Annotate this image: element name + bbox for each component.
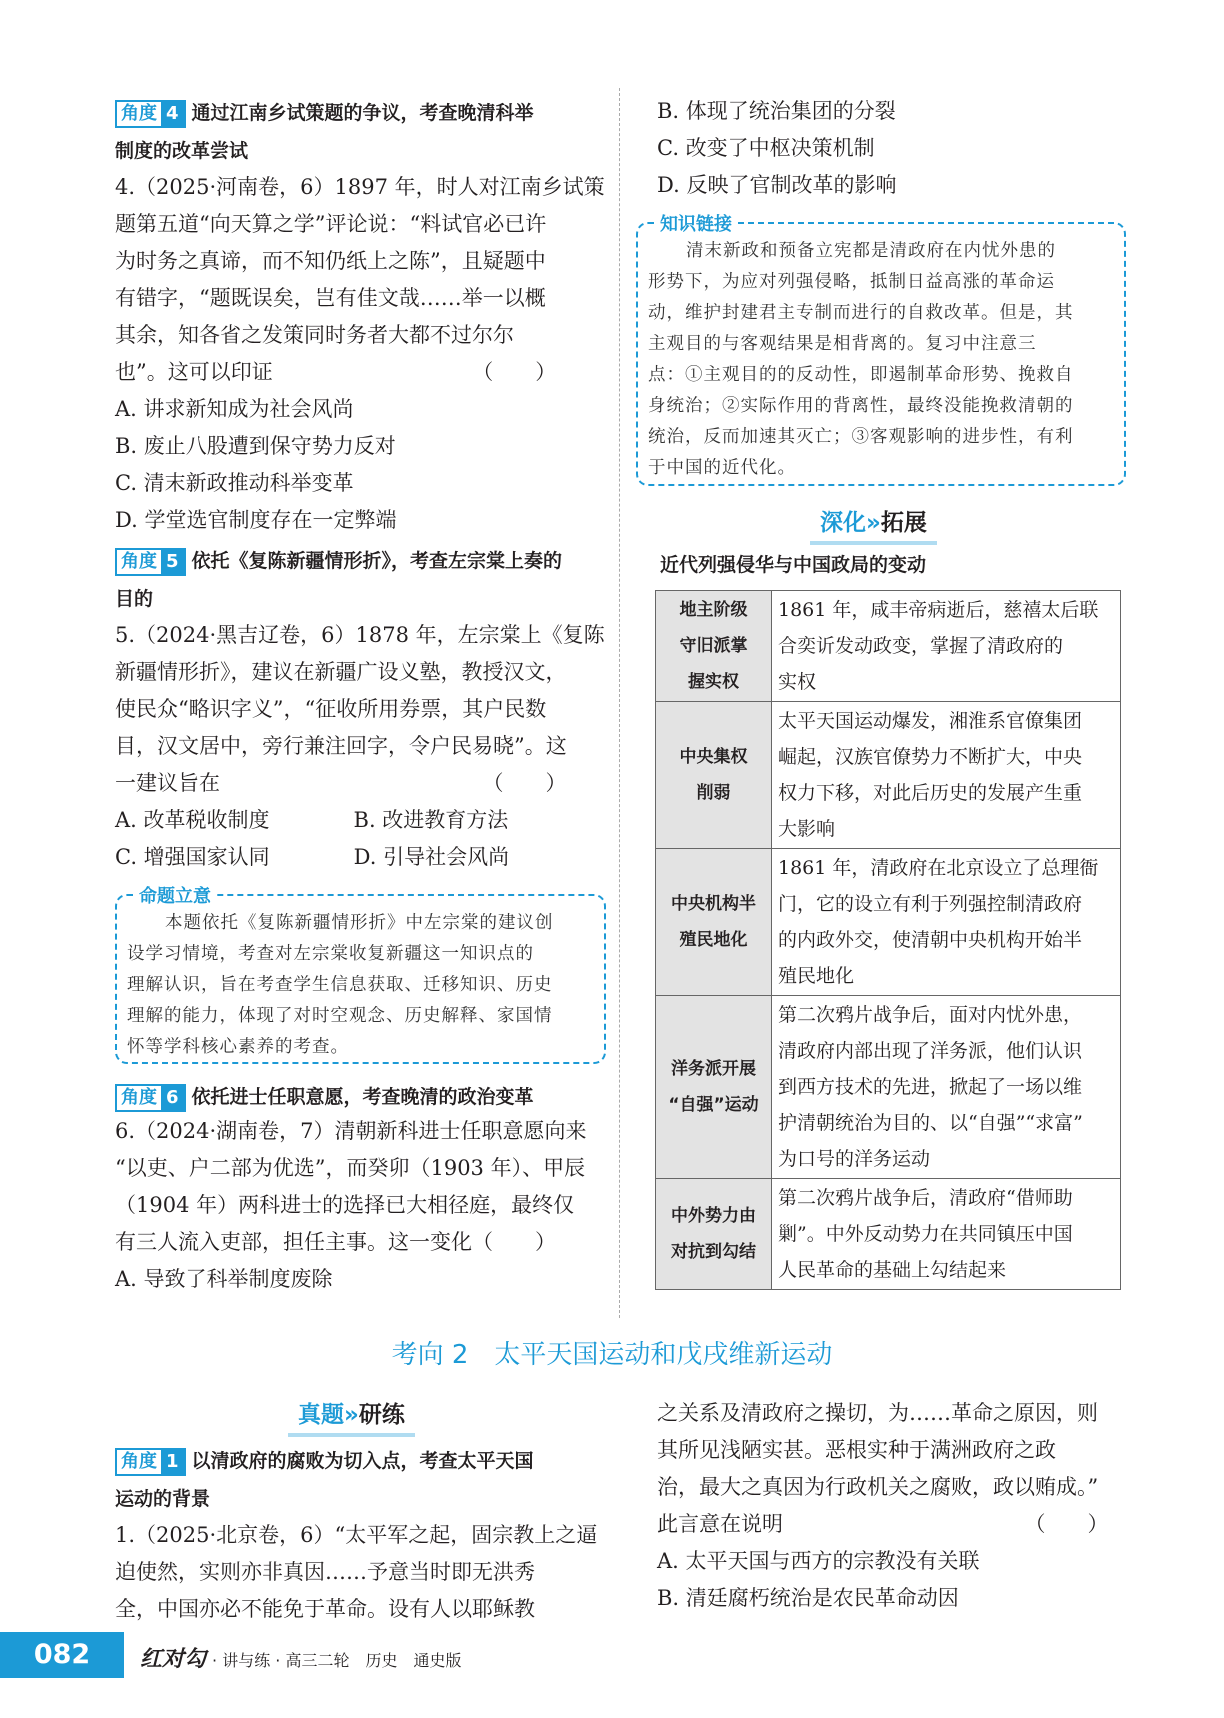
table-row-content [772, 1179, 1121, 1290]
text-line: C. 改变了中枢决策机制 [657, 136, 875, 160]
box-line: 主观目的与客观结果是相背离的。复习中注意三 [648, 334, 1037, 354]
text-line: 也”。这可以印证 （ ） [115, 360, 557, 384]
box-title: 知识链接 [654, 210, 738, 236]
table-row [656, 1179, 1121, 1290]
text-line: C. 增强国家认同 D. 引导社会风尚 [115, 845, 510, 869]
box-line: 统治，反而加速其灭亡；③客观影响的进步性，有利 [648, 427, 1074, 447]
column-divider [619, 88, 620, 1318]
header-line: 守旧派掌 [679, 636, 748, 656]
table-row-header [656, 996, 772, 1179]
box-line: 本题依托《复陈新疆情形折》中左宗棠的建议创 [165, 913, 554, 933]
content-line: 1861 年，清政府在北京设立了总理衙 [778, 857, 1099, 879]
text-line: 之关系及清政府之操切，为……革命之原因，则 [657, 1401, 1098, 1425]
angle-badge: 角度 6 [115, 1084, 186, 1112]
header-line: 握实权 [688, 672, 739, 692]
content-line: 的内政外交，使清朝中央机构开始半 [778, 929, 1083, 951]
content-line: 第二次鸦片战争后，清政府“借师助 [778, 1187, 1073, 1209]
box-line: 理解的能力，体现了对时空观念、历史解释、家国情 [127, 1006, 553, 1026]
text-line: 迫使然，实则亦非真因……予意当时即无洪秀 [115, 1560, 535, 1584]
knowledge-link-box [636, 214, 1126, 486]
table-row [656, 996, 1121, 1179]
content-line: 清政府内部出现了洋务派，他们认识 [778, 1040, 1083, 1062]
header-line: 地主阶级 [679, 600, 748, 620]
table-row [656, 702, 1121, 849]
proposition-intent-box [115, 886, 606, 1064]
content-line: 为口号的洋务运动 [778, 1148, 931, 1170]
table-row-header [656, 1179, 772, 1290]
table-row-content [772, 996, 1121, 1179]
footer-book-info: 红对勾 · 讲与练 · 高三二轮 历史 通史版 [140, 1646, 462, 1672]
content-line: 合奕䜣发动政变，掌握了清政府的 [778, 635, 1064, 657]
header-line: 对抗到勾结 [671, 1242, 756, 1262]
section-title: 考向 2 太平天国运动和戊戌维新运动 [391, 1340, 833, 1370]
text-line: 全，中国亦必不能免于革命。设有人以耶稣教 [115, 1597, 535, 1621]
angle-badge: 角度 5 [115, 548, 186, 576]
text-line: B. 废止八股遭到保守势力反对 [115, 434, 396, 458]
text-line: （1904 年）两科进士的选择已大相径庭，最终仅 [115, 1193, 575, 1217]
table-row-content [772, 702, 1121, 849]
content-line: 1861 年，咸丰帝病逝后，慈禧太后联 [778, 599, 1099, 621]
table-title: 近代列强侵华与中国政局的变动 [660, 554, 927, 576]
text-line: 其所见浅陋实甚。恶根实种于满洲政府之政 [657, 1438, 1056, 1462]
text-line: 使民众“略识字义”，“征收所用券票，其户民数 [115, 697, 547, 721]
box-line: 于中国的近代化。 [648, 458, 796, 478]
text-line: 题第五道“向天算之学”评论说：“料试官必已许 [115, 212, 547, 236]
text-line: 6.（2024·湖南卷，7）清朝新科进士任职意愿向来 [115, 1119, 587, 1143]
box-line: 设学习情境，考查对左宗棠收复新疆这一知识点的 [127, 944, 534, 964]
content-line: 权力下移，对此后历史的发展产生重 [778, 782, 1083, 804]
header-line: 削弱 [696, 783, 731, 803]
header-line: 中央集权 [679, 747, 748, 767]
table-row-header [656, 849, 772, 996]
table-row-content [772, 591, 1121, 702]
text-line: “以吏、户二部为优选”，而癸卯（1903 年）、甲辰 [115, 1156, 586, 1180]
content-line: 太平天国运动爆发，湘淮系官僚集团 [778, 710, 1083, 732]
header-line: 中外势力由 [671, 1206, 756, 1226]
table-row-header [656, 591, 772, 702]
text-line: A. 讲求新知成为社会风尚 [115, 397, 354, 421]
box-line: 怀等学科核心素养的考查。 [127, 1037, 349, 1057]
header-line: “自强”运动 [668, 1095, 759, 1115]
text-line: A. 导致了科举制度废除 [115, 1267, 333, 1291]
header-line: 殖民地化 [679, 930, 748, 950]
content-line: 剿”。中外反动势力在共同镇压中国 [778, 1223, 1073, 1245]
content-line: 护清朝统治为目的、以“自强”“求富” [778, 1112, 1083, 1134]
brand-logo: 红对勾 [140, 1646, 207, 1672]
content-line: 崛起，汉族官僚势力不断扩大，中央 [778, 746, 1083, 768]
text-line: 有三人流入吏部，担任主事。这一变化（ ） [115, 1230, 556, 1254]
text-line: A. 太平天国与西方的宗教没有关联 [657, 1549, 980, 1573]
box-line: 理解认识，旨在考查学生信息获取、迁移知识、历史 [127, 975, 553, 995]
content-line: 到西方技术的先进，掀起了一场以维 [778, 1076, 1083, 1098]
text-line: D. 学堂选官制度存在一定弊端 [115, 508, 397, 532]
text-line: 目，汉文居中，旁行兼注回字，令户民易晓”。这 [115, 734, 567, 758]
box-line: 动，维护封建君主专制而进行的自救改革。但是，其 [648, 303, 1074, 323]
table-row-header [656, 702, 772, 849]
text-line: 新疆情形折》，建议在新疆广设义塾，教授汉文， [115, 660, 567, 684]
text-line: 此言意在说明 （ ） [657, 1512, 1109, 1536]
angle-badge: 角度 1 [115, 1448, 186, 1476]
text-line: 为时务之真谛，而不知仍纸上之陈”，且疑题中 [115, 249, 546, 273]
table-row-content [772, 849, 1121, 996]
box-line: 点：①主观目的的反动性，即遏制革命形势、挽救自 [648, 365, 1074, 385]
content-line: 殖民地化 [778, 965, 855, 987]
text-line: 有错字，“题既误矣，岂有佳文哉……举一以概 [115, 286, 546, 310]
content-line: 人民革命的基础上勾结起来 [778, 1259, 1007, 1281]
box-title: 命题立意 [133, 882, 217, 908]
box-line: 清末新政和预备立宪都是清政府在内忧外患的 [686, 241, 1056, 261]
text-line: 1.（2025·北京卷，6）“太平军之起，固宗教上之逼 [115, 1523, 598, 1547]
text-line: B. 体现了统治集团的分裂 [657, 99, 896, 123]
header-line: 中央机构半 [671, 894, 756, 914]
box-line: 身统治；②实际作用的背离性，最终没能挽救清朝的 [648, 396, 1074, 416]
header-line: 洋务派开展 [671, 1059, 756, 1079]
content-line: 门，它的设立有利于列强控制清政府 [778, 893, 1083, 915]
history-table [655, 590, 1121, 1290]
text-line: 一建议旨在 （ ） [115, 771, 567, 795]
text-line: B. 清廷腐朽统治是农民革命动因 [657, 1586, 959, 1610]
deepen-expand-heading: 深化»拓展 [820, 504, 927, 537]
content-line: 大影响 [778, 818, 836, 840]
text-line: A. 改革税收制度 B. 改进教育方法 [115, 808, 509, 832]
table-row [656, 849, 1121, 996]
text-line: 治，最大之真因为行政机关之腐败，政以贿成。” [657, 1475, 1099, 1499]
page-number: 082 [0, 1632, 124, 1678]
content-line: 第二次鸦片战争后，面对内忧外患， [778, 1004, 1083, 1026]
table-row [656, 591, 1121, 702]
text-line: 5.（2024·黑吉辽卷，6）1878 年，左宗棠上《复陈 [115, 623, 605, 647]
text-line: 4.（2025·河南卷，6）1897 年，时人对江南乡试策 [115, 175, 605, 199]
text-line: 其余，知各省之发策同时务者大都不过尔尔 [115, 323, 514, 347]
content-line: 实权 [778, 671, 817, 693]
text-line: D. 反映了官制改革的影响 [657, 173, 897, 197]
text-line: C. 清末新政推动科举变革 [115, 471, 354, 495]
box-line: 形势下，为应对列强侵略，抵制日益高涨的革命运 [648, 272, 1055, 292]
real-exam-heading: 真题»研练 [298, 1396, 405, 1429]
angle-badge: 角度 4 [115, 100, 186, 128]
